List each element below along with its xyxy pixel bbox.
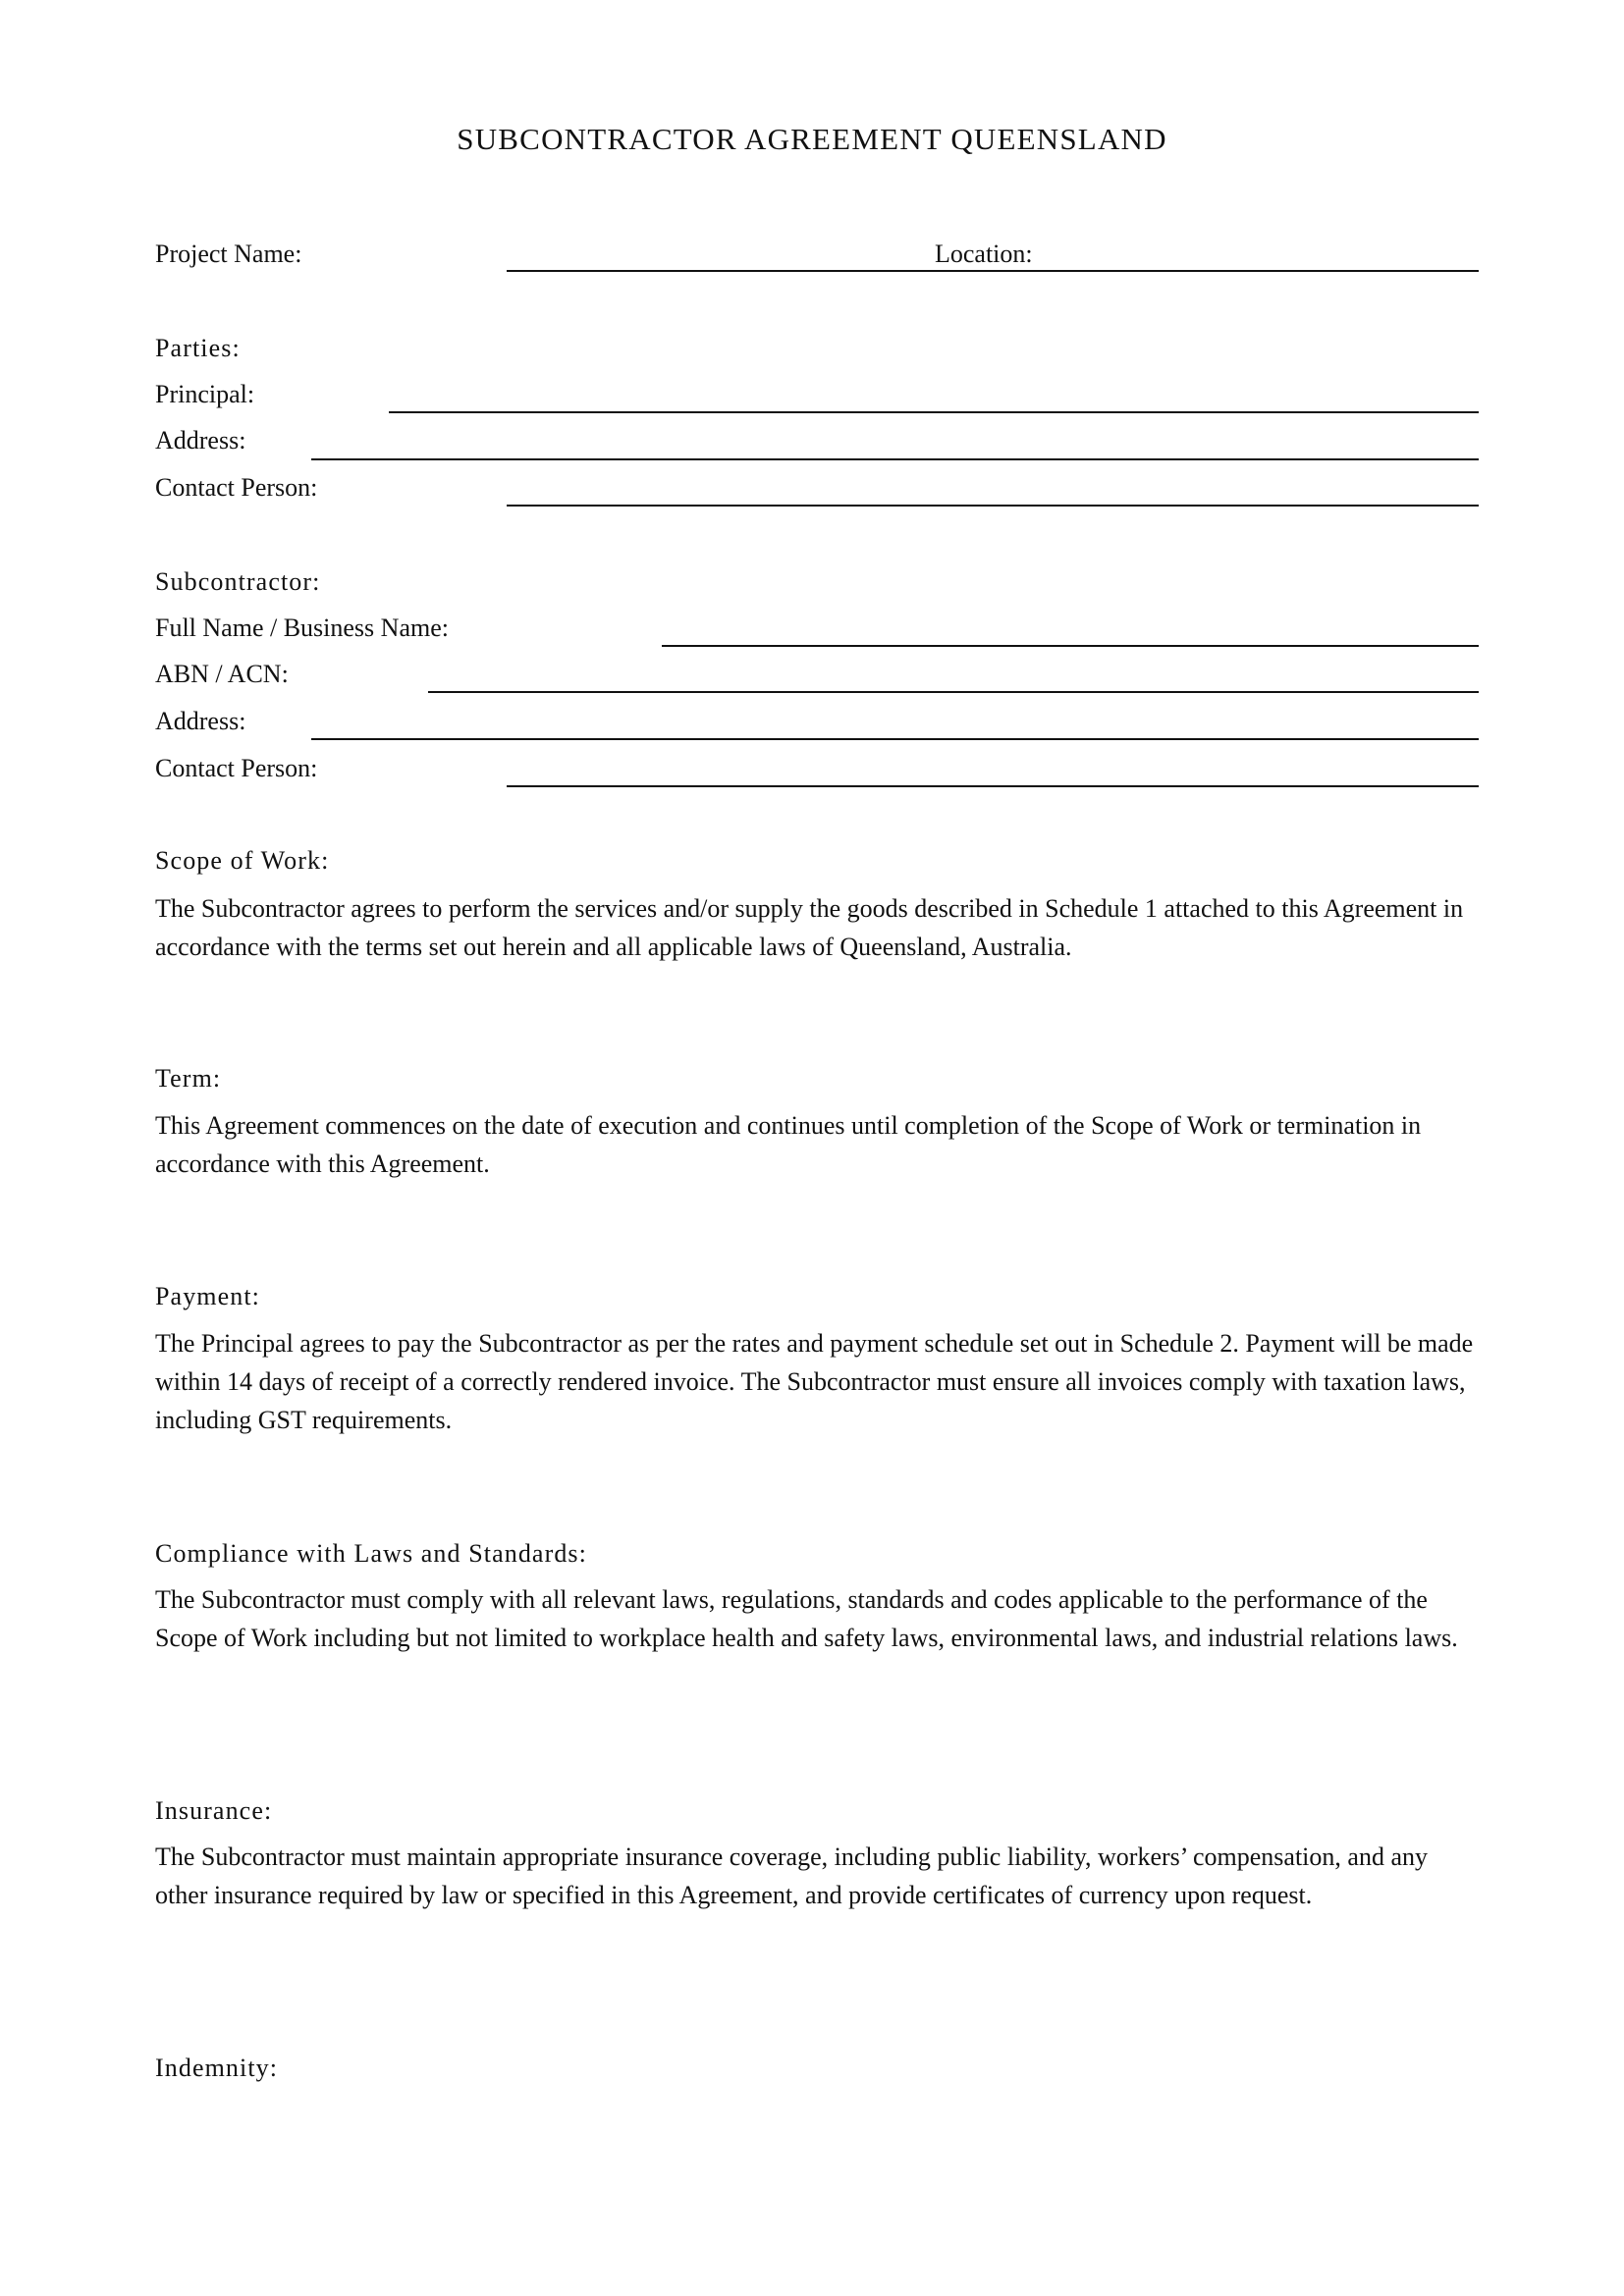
compliance-paragraph: The Subcontractor must comply with all relevant laws, regulations, standards and codes applicable to the performance of the Scope of Work including but not limited to workplace health and safety laws, environmental laws, and industrial relations laws. — [155, 1585, 1458, 1652]
subcontractor-contact-label: Contact Person: — [155, 754, 318, 782]
insurance-paragraph: The Subcontractor must maintain appropriate insurance coverage, including public liability, workers’ compensation, and any other insurance required by law or specified in this Agreement, and provide certificates of currency upon request. — [155, 1842, 1428, 1909]
subcontractor-address-field-line[interactable] — [311, 738, 1479, 740]
location-label: Location: — [935, 240, 1033, 268]
principal-label: Principal: — [155, 380, 255, 408]
term-heading: Term: — [155, 1064, 222, 1093]
subcontractor-full-name-label: Full Name / Business Name: — [155, 614, 449, 642]
principal-address-label: Address: — [155, 426, 246, 454]
principal-address-field-line[interactable] — [311, 458, 1479, 460]
scope-heading: Scope of Work: — [155, 846, 330, 875]
principal-contact-field-line[interactable] — [507, 505, 1479, 507]
project-location-field-line[interactable] — [507, 270, 1479, 272]
document-title: SUBCONTRACTOR AGREEMENT QUEENSLAND — [457, 122, 1167, 156]
principal-contact-label: Contact Person: — [155, 473, 318, 502]
subcontractor-abn-label: ABN / ACN: — [155, 660, 289, 688]
insurance-heading: Insurance: — [155, 1796, 273, 1825]
subcontractor-abn-field-line[interactable] — [428, 691, 1479, 693]
scope-paragraph: The Subcontractor agrees to perform the services and/or supply the goods described in Schedule 1 attached to this Agreement in accordance with the terms set out herein and all applicable laws of Queensland, Australia. — [155, 894, 1464, 961]
parties-heading: Parties: — [155, 334, 241, 362]
project-name-label: Project Name: — [155, 240, 302, 268]
payment-paragraph: The Principal agrees to pay the Subcontractor as per the rates and payment schedule set out in Schedule 2. Payment will be made within 14 days of receipt of a correctly rendered invoice. The Subcontractor must ensure all invoices comply with taxation laws, including GST requirements. — [155, 1329, 1474, 1434]
subcontractor-heading: Subcontractor: — [155, 567, 321, 596]
principal-field-line[interactable] — [389, 411, 1479, 413]
term-paragraph: This Agreement commences on the date of execution and continues until completion of the Scope of Work or termination in accordance with this Agreement. — [155, 1111, 1422, 1178]
compliance-heading: Compliance with Laws and Standards: — [155, 1539, 587, 1568]
subcontractor-contact-field-line[interactable] — [507, 785, 1479, 787]
subcontractor-address-label: Address: — [155, 707, 246, 735]
subcontractor-full-name-field-line[interactable] — [662, 645, 1479, 647]
payment-heading: Payment: — [155, 1282, 261, 1310]
indemnity-heading: Indemnity: — [155, 2054, 279, 2082]
